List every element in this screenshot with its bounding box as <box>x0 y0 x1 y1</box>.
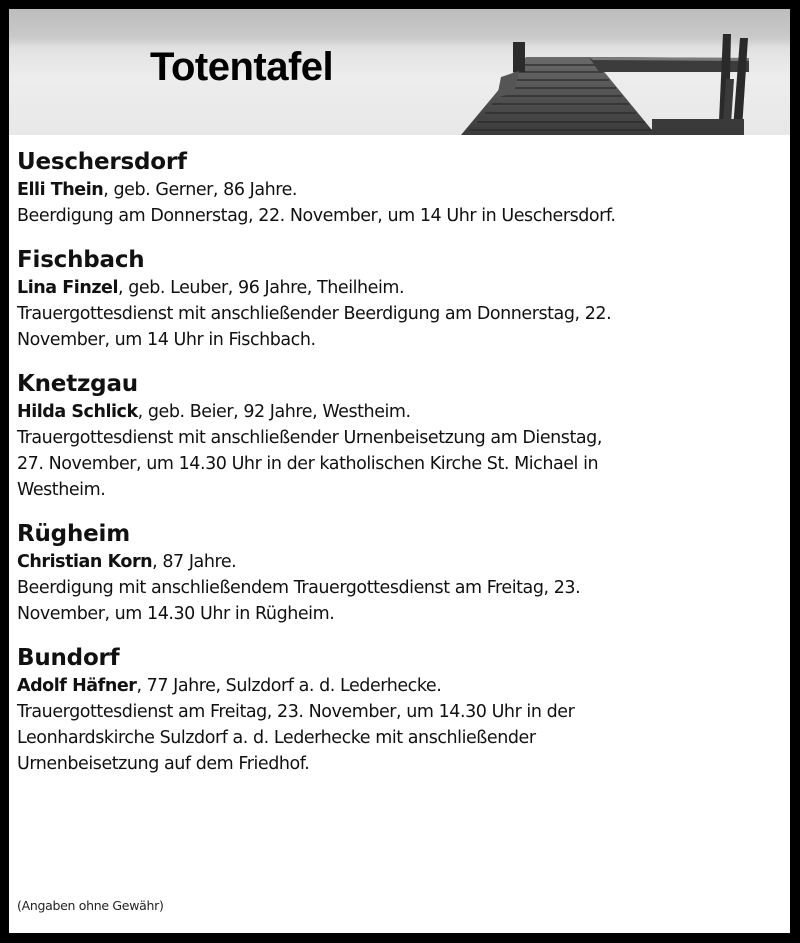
entry-text-line: Trauergottesdienst mit anschließender Beerdigung am Donnerstag, 22. <box>17 304 612 324</box>
entry-name: Elli Thein <box>17 180 104 200</box>
entry-place: Fischbach <box>17 247 145 273</box>
header-banner <box>9 9 790 135</box>
entry-text-line: Trauergottesdienst am Freitag, 23. November, um 14.30 Uhr in der <box>17 702 575 722</box>
entry-name: Hilda Schlick <box>17 402 138 422</box>
entry-person <box>17 673 787 699</box>
entry-text-line: November, um 14.30 Uhr in Rügheim. <box>17 604 335 624</box>
disclaimer: (Angaben ohne Gewähr) <box>17 898 164 913</box>
entry-text-line: 27. November, um 14.30 Uhr in der katholischen Kirche St. Michael in <box>17 454 599 474</box>
entry-person <box>17 177 787 203</box>
obituary-entry <box>17 369 787 503</box>
entry-text-line: Westheim. <box>17 480 106 500</box>
obituary-list <box>17 147 787 793</box>
entry-text-line: Leonhardskirche Sulzdorf a. d. Lederhecke mit anschließender <box>17 728 536 748</box>
entry-place: Knetzgau <box>17 371 138 397</box>
obituary-board <box>9 9 790 933</box>
entry-place: Ueschersdorf <box>17 149 187 175</box>
entry-text-line: November, um 14 Uhr in Fischbach. <box>17 330 316 350</box>
entry-place: Bundorf <box>17 645 120 671</box>
obituary-entry <box>17 245 787 353</box>
entry-name: Christian Korn <box>17 552 153 572</box>
entry-text-line: Urnenbeisetzung auf dem Friedhof. <box>17 754 310 774</box>
entry-details: , geb. Leuber, 96 Jahre, Theilheim. <box>118 278 405 298</box>
entry-name: Adolf Häfner <box>17 676 137 696</box>
entry-place: Rügheim <box>17 521 130 547</box>
entry-text-line: Trauergottesdienst mit anschließender Urnenbeisetzung am Dienstag, <box>17 428 602 448</box>
entry-details: , 77 Jahre, Sulzdorf a. d. Lederhecke. <box>136 676 442 696</box>
page-title: Totentafel <box>150 45 334 89</box>
obituary-entry <box>17 147 787 229</box>
entry-details: , 87 Jahre. <box>152 552 237 572</box>
obituary-entry <box>17 643 787 777</box>
entry-details: , geb. Beier, 92 Jahre, Westheim. <box>137 402 411 422</box>
entry-text-line: Beerdigung mit anschließendem Trauergottesdienst am Freitag, 23. <box>17 578 581 598</box>
entry-person <box>17 275 787 301</box>
entry-person <box>17 549 787 575</box>
entry-name: Lina Finzel <box>17 278 119 298</box>
entry-person <box>17 399 787 425</box>
entry-text-line: Beerdigung am Donnerstag, 22. November, um 14 Uhr in Ueschersdorf. <box>17 206 616 226</box>
pier-image-icon <box>9 9 790 135</box>
obituary-entry <box>17 519 787 627</box>
entry-details: , geb. Gerner, 86 Jahre. <box>103 180 298 200</box>
